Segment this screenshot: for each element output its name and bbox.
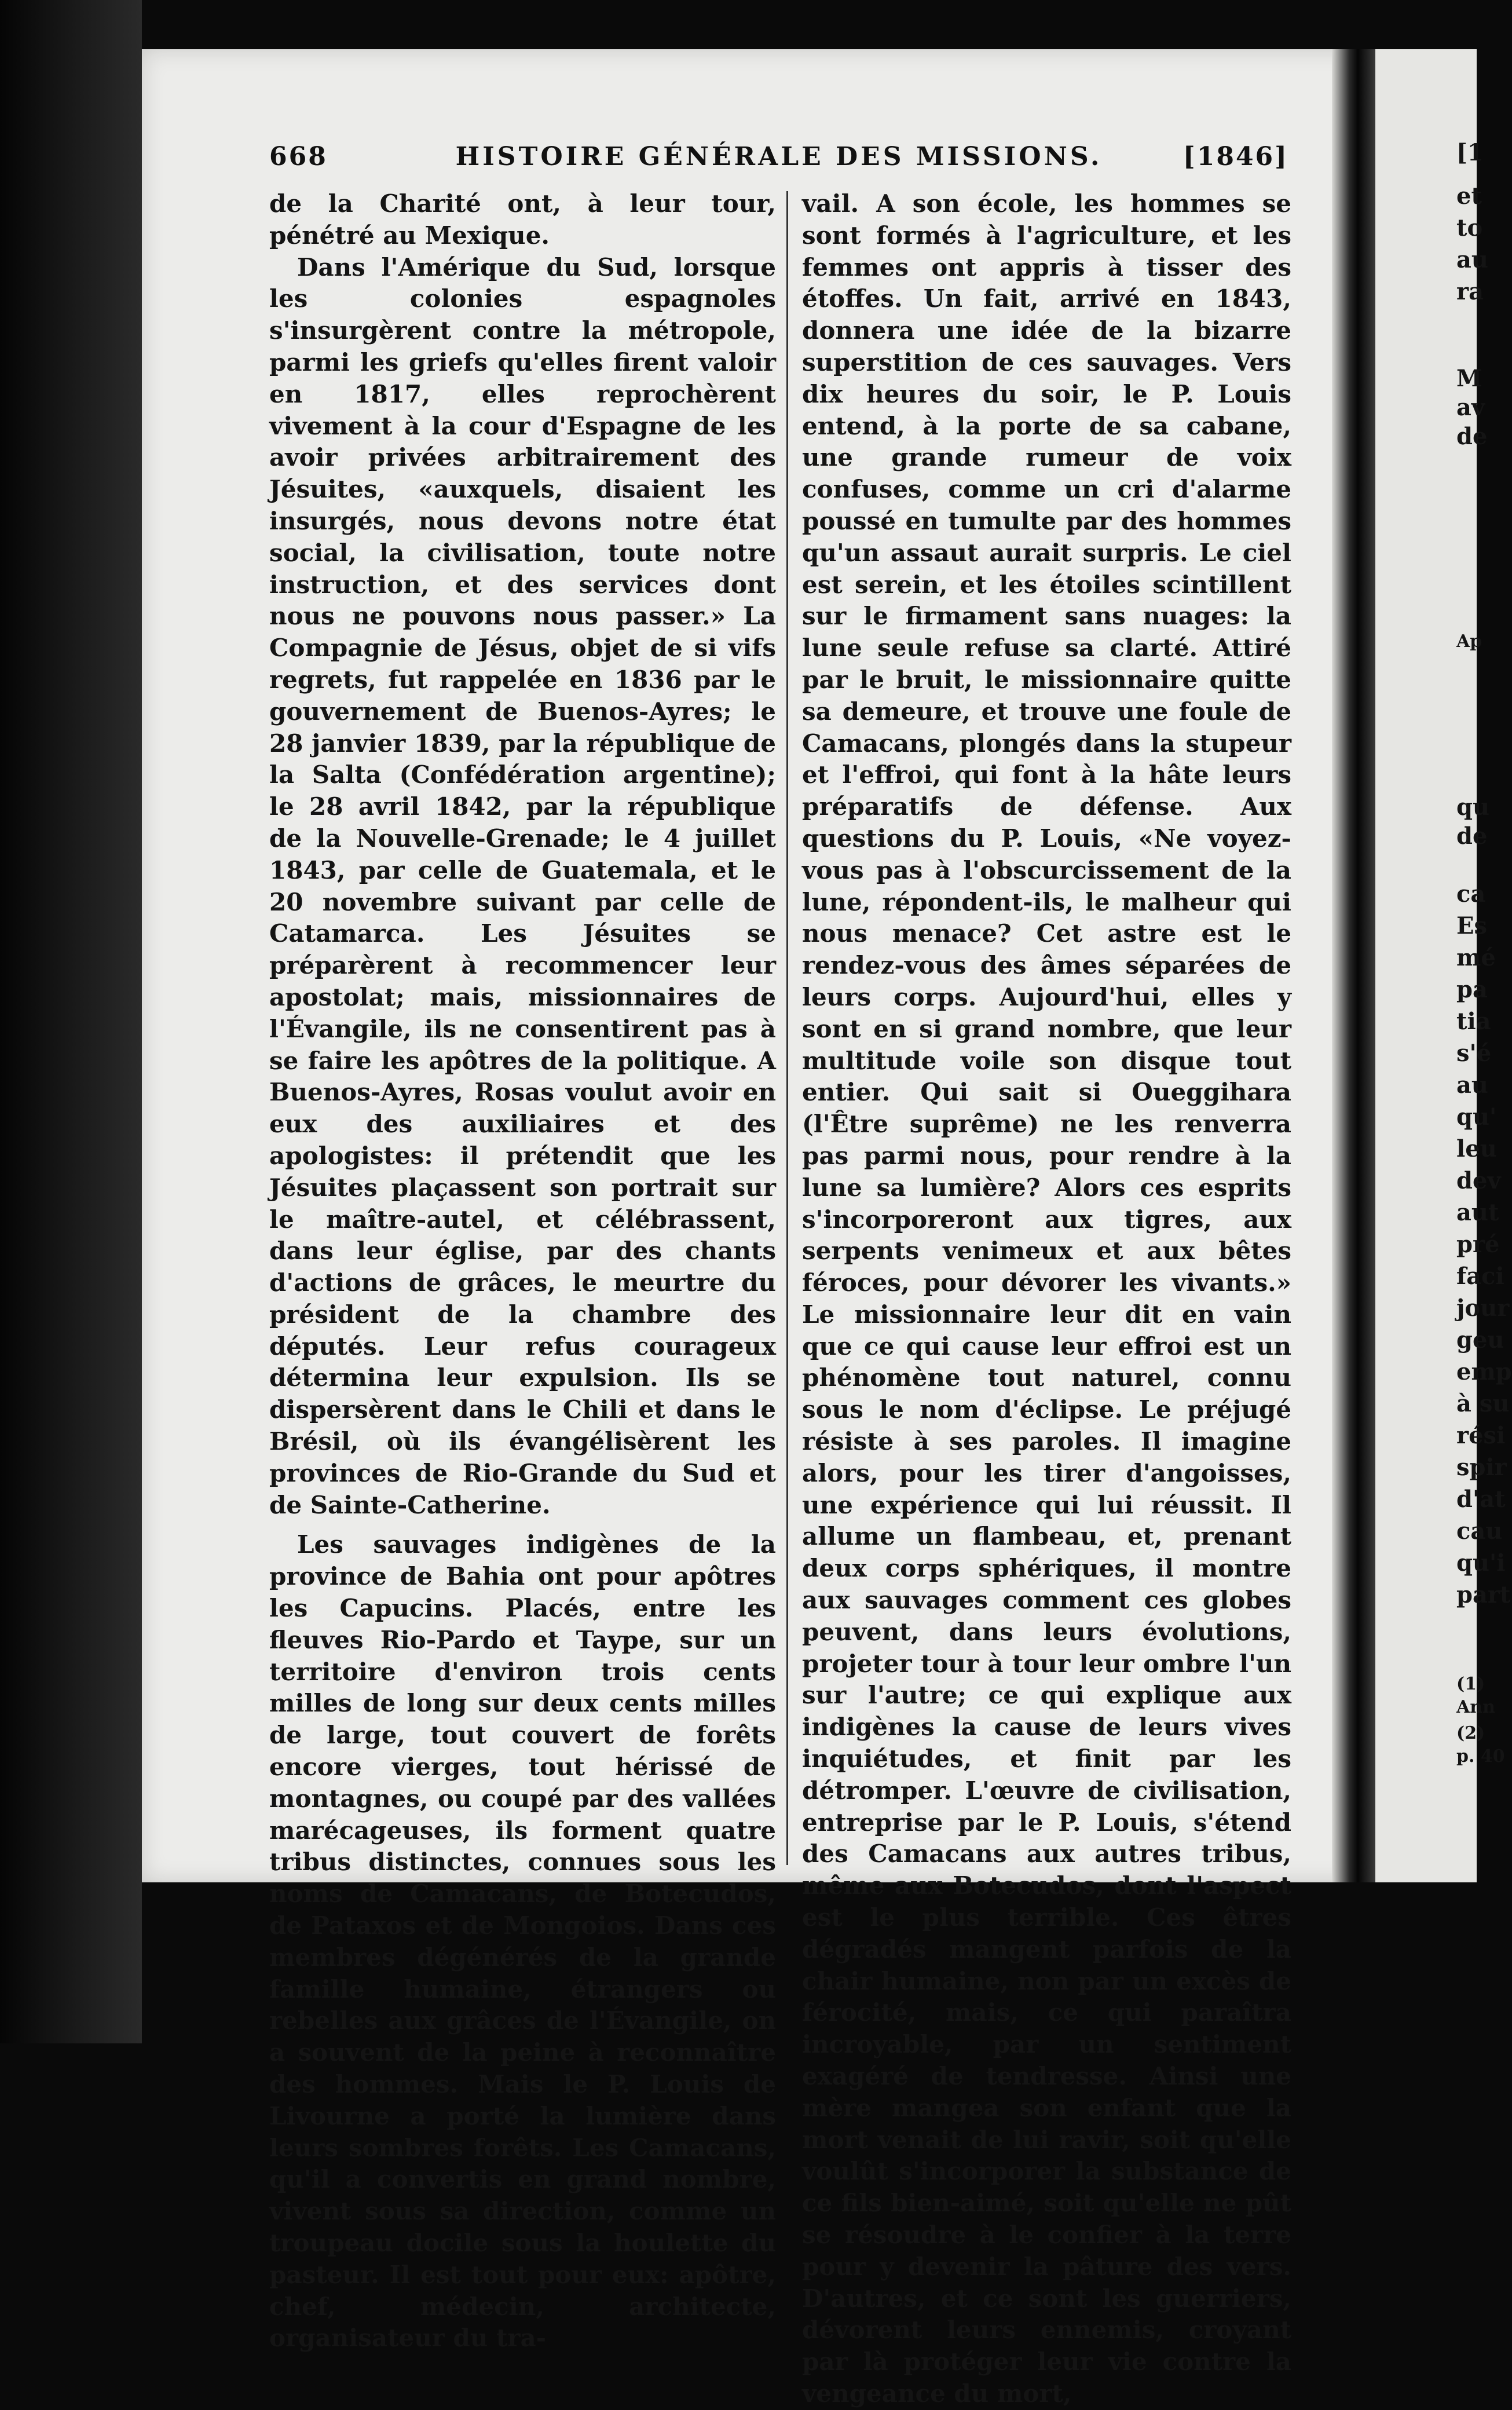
next-page-fragment: au — [1456, 246, 1488, 273]
next-page-fragment: Es — [1456, 912, 1488, 939]
page-number: 668 — [269, 142, 328, 171]
book-gutter — [1332, 49, 1375, 1882]
paragraph: Les sauvages indigènes de la province de Bahia ont pour apôtres les Capucins. Placés, entre les fleuves Rio-Pardo et Taype, sur un territoire d'environ trois cents milles de long sur deux cents milles de large, tout couvert de forêts encore vierges, tout hérissé de montagnes, ou coupé par des vallées marécageuses, ils forment quatre tribus distinctes, connues sous les noms de Camacans, de Botecudos, de Pataxos et de Mongoios. Dans ces membres dégénérés de la grande famille humaine, étrangers ou rebelles aux grâces de l'Évangile, on a souvent de la peine à reconnaître des hommes. Mais le P. Louis de Livourne a porté la lumière dans leurs sombres forêts. Les Camacans, qu'il a convertis en grand nombre, vivent sous sa direction, comme un troupeau docile sous la houlette du pasteur. Il est tout pour eux: apôtre, chef, médecin, architecte, organisateur du tra- — [269, 1530, 776, 2353]
page-header — [269, 142, 1288, 182]
next-page-fragment: part — [1456, 1581, 1511, 1608]
next-page-fragment: mé — [1456, 944, 1496, 971]
next-page-fragment: d'at — [1456, 1486, 1506, 1513]
scan-left-edge — [0, 0, 142, 2043]
next-page-fragment: à su — [1456, 1390, 1510, 1417]
next-page-fragment: p. 40 — [1456, 1746, 1505, 1767]
next-page-fragment: s'é — [1456, 1040, 1492, 1067]
next-page-fragment: qu' — [1456, 1103, 1497, 1131]
running-title: HISTOIRE GÉNÉRALE DES MISSIONS. — [455, 142, 1103, 171]
paragraph: Dans l'Amérique du Sud, lorsque les colonies espagnoles s'insurgèrent contre la métropole, parmi les griefs qu'elles firent valoir en 1817, elles reprochèrent vivement à la cour d'Espagne de les avoir privées arbitrairement des Jésuites, «auxquels, disaient les insurgés, nous devons notre état social, la civilisation, toute notre instruction, et des services dont nous ne pouvons nous passer.» La Compagnie de Jésus, objet de si vifs regrets, fut rappelée en 1836 par le gouvernement de Buenos-Ayres; le 28 janvier 1839, par la république de la Salta (Confédération argentine); le 28 avril 1842, par la république de la Nouvelle-Grenade; le 4 juillet 1843, par celle de Guatemala, et le 20 novembre suivant par celle de Catamarca. Les Jésuites se préparèrent à recommencer leur apostolat; mais, missionnaires de l'Évangile, ils ne consentirent pas à se faire les apôtres de la politique. A Buenos-Ayres, Rosas voulut avoir en eux des auxiliaires et des apologistes: il prétendit que les Jésuites plaçassent son portrait sur le maître-autel, et célébrassent, dans leur église, par des chants d'actions de grâces, le meurtre du président de la chambre des députés. Leur refus courageux détermina leur expulsion. Ils se dispersèrent dans le Chili et dans le Brésil, où ils évangélisèrent les provinces de Rio-Grande du Sud et de Sainte-Catherine. — [269, 253, 776, 1519]
column-divider — [786, 191, 788, 1865]
next-page-fragment: jour — [1456, 1294, 1510, 1322]
next-page-fragment: Ann — [1456, 1697, 1495, 1717]
next-page-fragment: qu'i — [1456, 1549, 1506, 1577]
next-page-fragment: (1) — [1456, 1674, 1485, 1694]
next-page-fragment: ca — [1456, 880, 1486, 908]
right-column — [802, 188, 1291, 2408]
next-page-fragment: pré — [1456, 1231, 1500, 1258]
next-page-fragment: leu — [1456, 1135, 1497, 1162]
next-page-fragment: et — [1456, 182, 1482, 210]
next-page-fragment: M — [1456, 365, 1482, 392]
next-page-fragment: de — [1456, 423, 1488, 450]
next-page-fragment: pa — [1456, 976, 1488, 1003]
next-page-fragment: faci — [1456, 1263, 1504, 1290]
header-year: [1846] — [1182, 142, 1288, 171]
next-page-fragment: qu — [1456, 793, 1490, 821]
paragraph: de la Charité ont, à leur tour, pénétré au Mexique. — [269, 189, 776, 250]
next-page-fragment: to — [1456, 214, 1483, 242]
next-page-fragment: cau — [1456, 1517, 1503, 1545]
left-column — [269, 188, 776, 2353]
next-page-fragment: ra — [1456, 278, 1484, 305]
next-page-fragment: av — [1456, 394, 1485, 421]
next-page-fragment: Ap — [1456, 631, 1482, 652]
next-page-fragment: spir — [1456, 1454, 1507, 1481]
next-page-fragment: au — [1456, 1071, 1488, 1099]
next-page-fragment: dev — [1456, 1167, 1501, 1194]
paragraph: vail. A son école, les hommes se sont formés à l'agriculture, et les femmes ont appris à tisser des étoffes. Un fait, arrivé en 1843, donnera une idée de la bizarre superstition de ces sauvages. Vers dix heures du soir, le P. Louis entend, à la porte de sa cabane, une grande rumeur de voix confuses, comme un cri d'alarme poussé en tumulte par des hommes qu'un assaut aurait surpris. Le ciel est serein, et les étoiles scintillent sur le firmament sans nuages: la lune seule refuse sa clarté. Attiré par le bruit, le missionnaire quitte sa demeure, et trouve une foule de Camacans, plongés dans la stupeur et l'effroi, qui font à la hâte leurs préparatifs de défense. Aux questions du P. Louis, «Ne voyez-vous pas à l'obscurcissement de la lune, répondent-ils, le malheur qui nous menace? Cet astre est le rendez-vous des âmes séparées de leurs corps. Aujourd'hui, elles y sont en si grand nombre, que leur multitude voile son disque tout entier. Qui sait si Oueggihara (l'Être suprême) ne les renverra pas parmi nous, pour rendre à la lune sa lumière? Alors ces esprits s'incorporeront aux tigres, aux serpents venimeux et aux bêtes féroces, pour dévorer les vivants.» Le missionnaire leur dit en vain que ce qui cause leur effroi est un phénomène tout naturel, connu sous le nom d'éclipse. Le préjugé résiste à ses paroles. Il imagine alors, pour les tirer d'angoisses, une expérience qui lui réussit. Il allume un flambeau, et, prenant deux corps sphériques, il montre aux sauvages comment ces globes peuvent, dans leurs évolutions, projeter tour à tour leur ombre l'un sur l'autre; ce qui explique aux indigènes la cause de leurs vives inquiétudes, et finit par les détromper. L'œuvre de civilisation, entreprise par le P. Louis, s'étend des Camacans aux autres tribus, même aux Botecudos, dont l'aspect est le plus terrible. Ces êtres dégradés mangent parfois de la chair humaine, non par un excès de férocité, mais, ce qui paraîtra incroyable, par un sentiment exagéré de tendresse. Ainsi une mère mangea son enfant que la mort venait de lui ravir, soit qu'elle voulût s'incorporer la substance de ce fils bien-aimé, soit qu'elle ne pût se résoudre à le confier à la terre pour y devenir la pâture des vers. D'autres, et ce sont les guerriers, dévorent leurs ennemis, croyant par là protéger leur vie contre la vengeance du mort, — [802, 189, 1291, 2408]
next-page-fragment: tia — [1456, 1008, 1491, 1035]
next-page-edge — [1375, 49, 1512, 1903]
next-page-fragment: aut — [1456, 1199, 1499, 1226]
next-page-fragment: de — [1456, 822, 1488, 850]
next-page-fragment: geu — [1456, 1326, 1504, 1354]
next-page-fragment: (2) — [1456, 1723, 1485, 1743]
next-page-fragment: [1 — [1456, 139, 1484, 166]
next-page-fragment: emp — [1456, 1358, 1512, 1385]
next-page-fragment: rési — [1456, 1422, 1506, 1449]
